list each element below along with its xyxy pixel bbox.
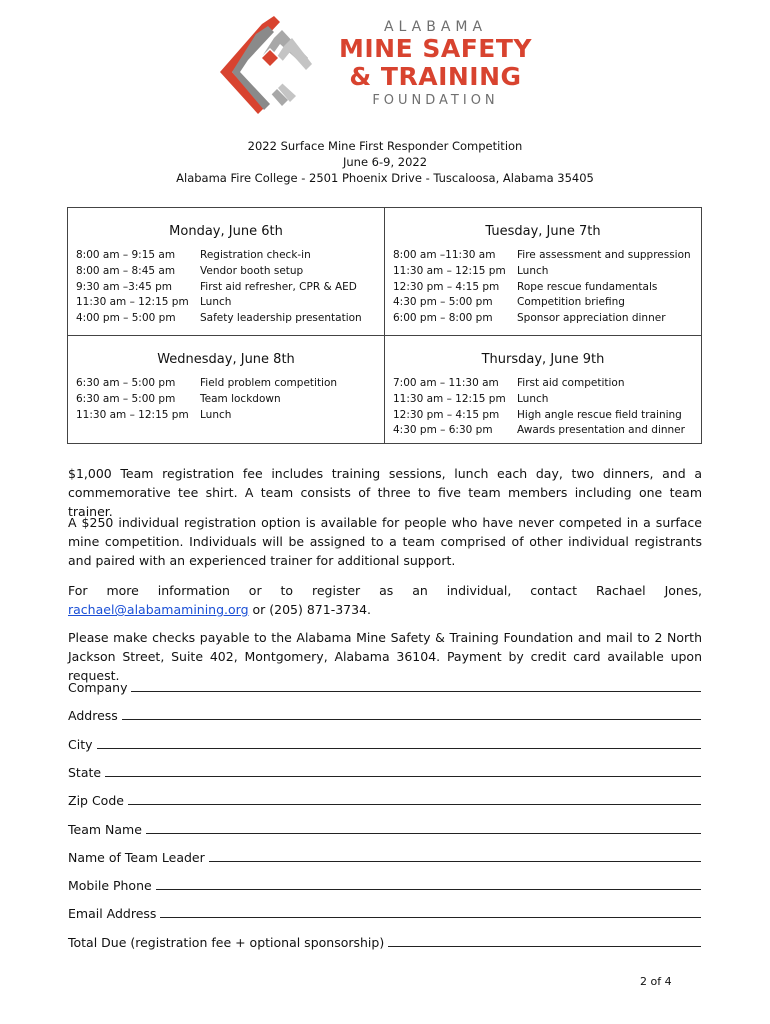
mobile-phone-field[interactable] bbox=[68, 875, 701, 893]
time-column bbox=[393, 248, 517, 327]
state-field[interactable] bbox=[68, 762, 701, 780]
event-header bbox=[0, 138, 770, 186]
schedule-table bbox=[67, 207, 702, 444]
city-line[interactable] bbox=[97, 748, 702, 749]
logo-line-mine-safety: MINE SAFETY bbox=[338, 34, 533, 63]
mobile-phone-label: Mobile Phone bbox=[68, 878, 152, 893]
total-due-field[interactable] bbox=[68, 932, 701, 950]
zip-label: Zip Code bbox=[68, 793, 124, 808]
state-label: State bbox=[68, 765, 102, 780]
activity: Team lockdown bbox=[200, 392, 281, 405]
day-heading: Tuesday, June 7th bbox=[485, 224, 601, 239]
logo-line-foundation: FOUNDATION bbox=[372, 93, 499, 108]
company-label: Company bbox=[68, 680, 128, 695]
mobile-phone-line[interactable] bbox=[156, 889, 701, 890]
team-leader-field[interactable] bbox=[68, 847, 701, 865]
address-line[interactable] bbox=[122, 719, 701, 720]
team-leader-line[interactable] bbox=[209, 861, 701, 862]
time-slot: 9:30 am –3:45 pm bbox=[76, 280, 172, 293]
activity: Rope rescue fundamentals bbox=[517, 280, 658, 293]
time-slot: 12:30 pm – 4:15 pm bbox=[393, 280, 500, 293]
address-field[interactable] bbox=[68, 705, 701, 723]
address-label: Address bbox=[68, 708, 118, 723]
payment-paragraph: Please make checks payable to the Alabama Mine Safety & Training Foundation and mail to 2 North Jackson Street, Suite 402, Montgomery, Alabama 36104. Payment by credit card available upon request. bbox=[68, 630, 702, 683]
time-slot: 11:30 am – 12:15 pm bbox=[393, 392, 506, 405]
team-name-line[interactable] bbox=[146, 833, 701, 834]
day-heading: Monday, June 6th bbox=[169, 224, 283, 239]
event-dates: June 6-9, 2022 bbox=[342, 155, 428, 169]
time-slot: 11:30 am – 12:15 pm bbox=[76, 296, 189, 309]
time-column bbox=[76, 248, 200, 327]
contact-email-link[interactable]: rachael@alabamamining.org bbox=[68, 602, 249, 617]
contact-phone-text: or (205) 871-3734. bbox=[248, 602, 372, 617]
time-column bbox=[393, 376, 517, 439]
activity: Awards presentation and dinner bbox=[517, 424, 685, 437]
activity: Sponsor appreciation dinner bbox=[517, 312, 666, 325]
activity-column bbox=[517, 248, 691, 327]
email-field[interactable] bbox=[68, 903, 701, 921]
activity: Fire assessment and suppression bbox=[517, 249, 691, 261]
event-title: 2022 Surface Mine First Responder Competition bbox=[247, 139, 523, 153]
team-leader-label: Name of Team Leader bbox=[68, 850, 205, 865]
day-heading: Wednesday, June 8th bbox=[157, 352, 295, 367]
activity: Lunch bbox=[200, 408, 232, 421]
contact-text: For more information or to register as an individual, contact Rachael Jones, bbox=[68, 583, 702, 598]
time-slot: 4:30 pm – 5:00 pm bbox=[393, 296, 493, 309]
team-fee-paragraph: $1,000 Team registration fee includes training sessions, lunch each day, two dinners, and a commemorative tee shirt. A team consists of three to five team members including one team trainer. bbox=[68, 466, 702, 519]
activity-column bbox=[517, 376, 685, 439]
total-due-line[interactable] bbox=[388, 946, 701, 947]
activity-column bbox=[200, 248, 362, 327]
activity: Lunch bbox=[517, 264, 549, 277]
logo-line-alabama: ALABAMA bbox=[383, 19, 488, 35]
time-slot: 4:30 pm – 6:30 pm bbox=[393, 424, 493, 437]
time-slot: 8:00 am – 9:15 am bbox=[76, 249, 176, 261]
state-line[interactable] bbox=[105, 776, 701, 777]
activity: Safety leadership presentation bbox=[200, 312, 362, 325]
time-slot: 6:30 am – 5:00 pm bbox=[76, 392, 176, 405]
activity: Field problem competition bbox=[200, 377, 338, 389]
time-slot: 6:00 pm – 8:00 pm bbox=[393, 312, 493, 325]
team-name-field[interactable] bbox=[68, 819, 701, 837]
time-column bbox=[76, 376, 200, 423]
logo-line-training: & TRAINING bbox=[349, 62, 522, 91]
email-label: Email Address bbox=[68, 906, 157, 921]
activity: Registration check-in bbox=[200, 249, 311, 261]
contact-paragraph bbox=[68, 581, 702, 619]
day-heading: Thursday, June 9th bbox=[481, 352, 605, 367]
total-due-label: Total Due (registration fee + optional sponsorship) bbox=[68, 935, 385, 950]
time-slot: 7:00 am – 11:30 am bbox=[393, 377, 499, 389]
zip-line[interactable] bbox=[128, 804, 701, 805]
schedule-cell-monday bbox=[68, 208, 385, 336]
time-slot: 11:30 am – 12:15 pm bbox=[76, 408, 189, 421]
company-line[interactable] bbox=[131, 691, 701, 692]
city-label: City bbox=[68, 737, 93, 752]
time-slot: 11:30 am – 12:15 pm bbox=[393, 264, 506, 277]
activity: Competition briefing bbox=[517, 296, 625, 309]
logo-text bbox=[313, 16, 558, 108]
time-slot: 8:00 am – 8:45 am bbox=[76, 264, 176, 277]
individual-option-paragraph: A $250 individual registration option is available for people who have never competed in a surface mine competition. Individuals will be assigned to a team comprised of other individual registrants and paired with an experienced trainer for additional support. bbox=[68, 515, 702, 568]
page-number: 2 of 4 bbox=[640, 975, 672, 988]
time-slot: 6:30 am – 5:00 pm bbox=[76, 377, 176, 389]
event-location: Alabama Fire College - 2501 Phoenix Drive - Tuscaloosa, Alabama 35405 bbox=[176, 171, 594, 185]
time-slot: 4:00 pm – 5:00 pm bbox=[76, 312, 176, 325]
activity: First aid competition bbox=[517, 377, 625, 389]
email-line[interactable] bbox=[160, 917, 701, 918]
city-field[interactable] bbox=[68, 734, 701, 752]
schedule-cell-tuesday bbox=[385, 208, 701, 336]
company-field[interactable] bbox=[68, 677, 701, 695]
team-name-label: Team Name bbox=[68, 822, 142, 837]
activity: Lunch bbox=[200, 296, 232, 309]
time-slot: 12:30 pm – 4:15 pm bbox=[393, 408, 500, 421]
schedule-cell-wednesday bbox=[68, 336, 385, 443]
activity: Lunch bbox=[517, 392, 549, 405]
time-slot: 8:00 am –11:30 am bbox=[393, 249, 496, 261]
activity-column bbox=[200, 376, 337, 423]
activity: High angle rescue field training bbox=[517, 408, 682, 421]
activity: Vendor booth setup bbox=[200, 264, 304, 277]
schedule-cell-thursday bbox=[385, 336, 701, 443]
zip-field[interactable] bbox=[68, 790, 701, 808]
activity: First aid refresher, CPR & AED bbox=[200, 280, 357, 293]
